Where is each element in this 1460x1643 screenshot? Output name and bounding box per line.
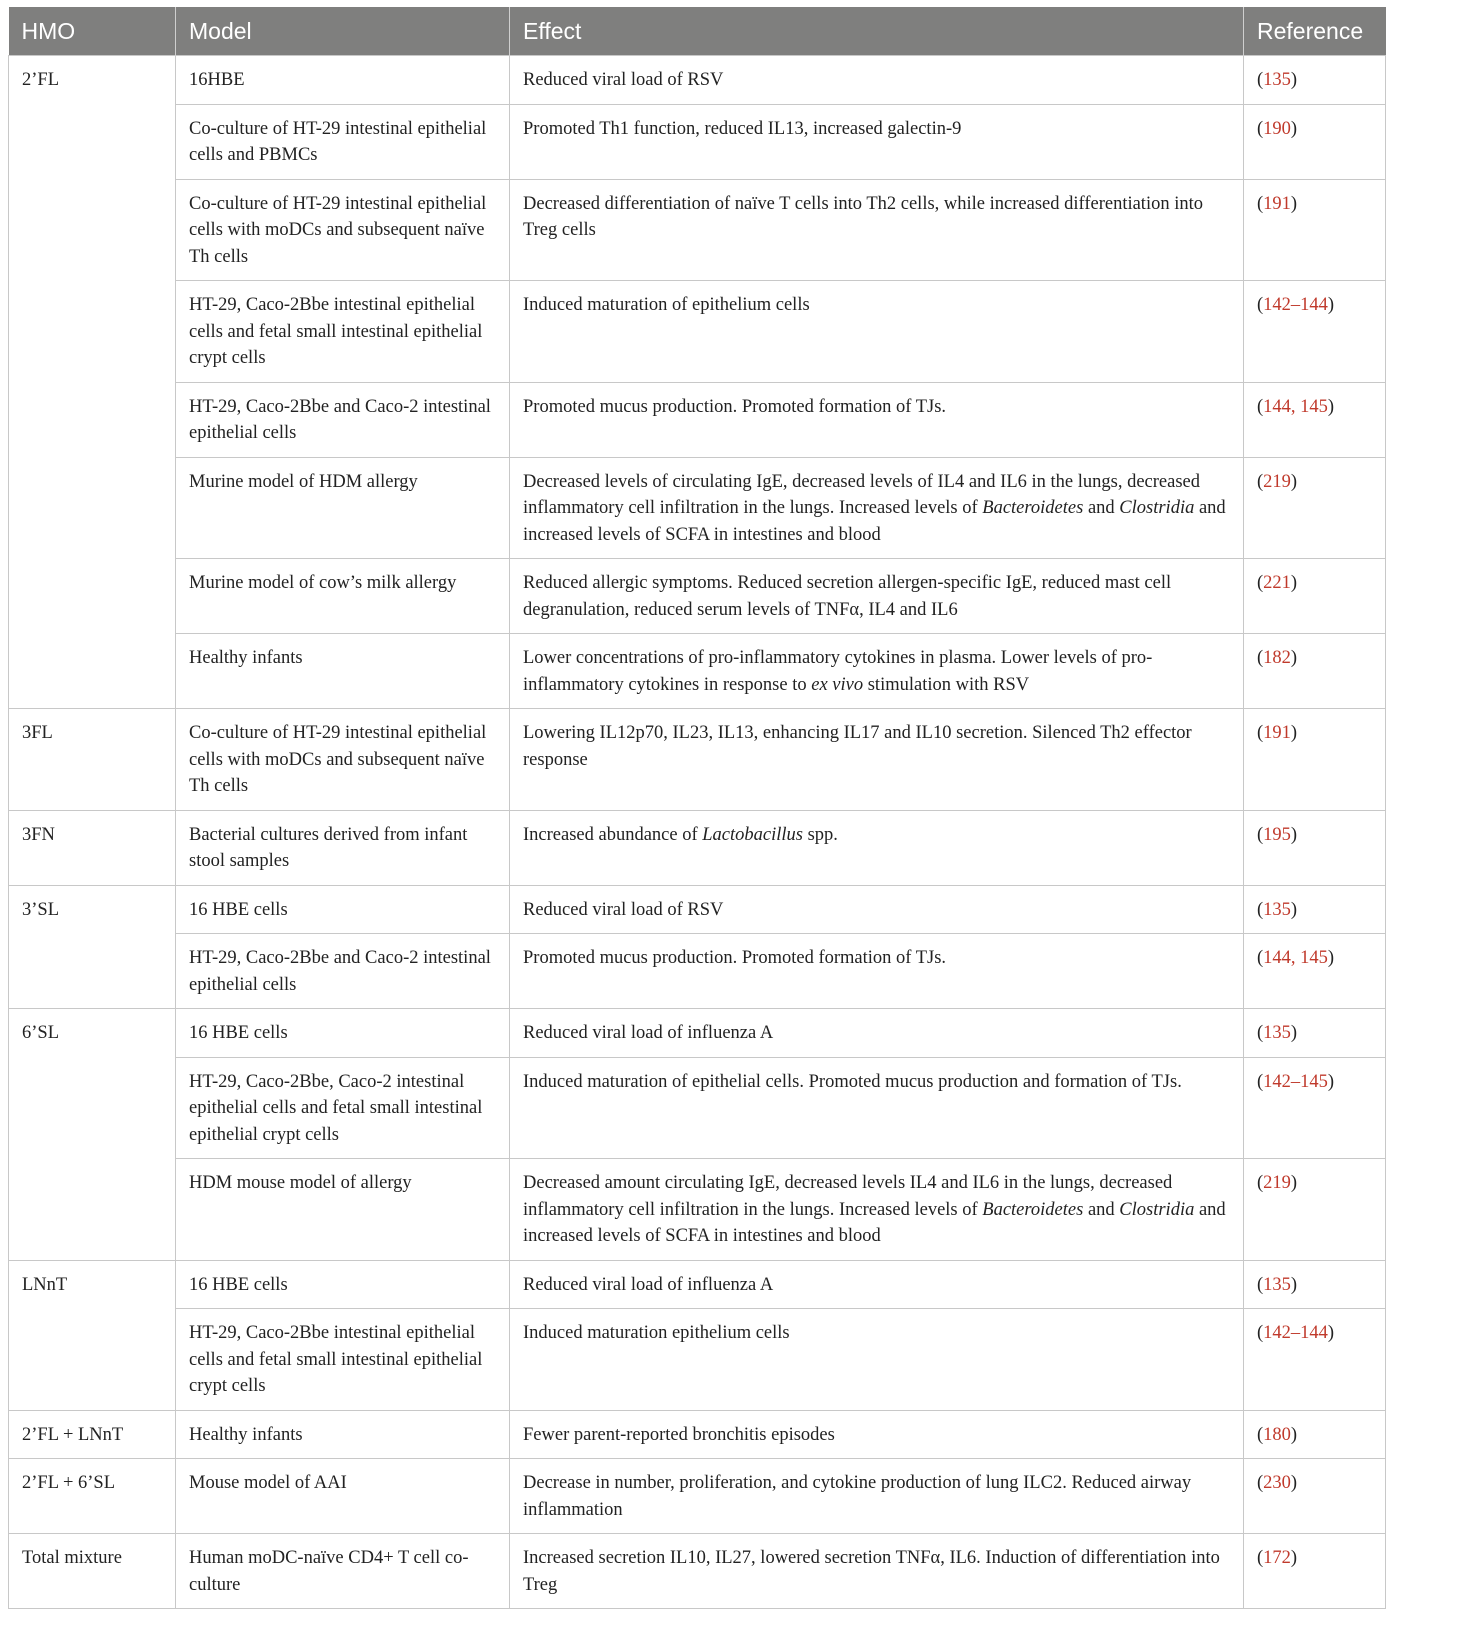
- hmo-cell: 3FN: [9, 810, 176, 885]
- table-row: [9, 56, 1386, 105]
- model-cell: 16 HBE cells: [176, 1009, 510, 1058]
- paren-close: ): [1290, 70, 1298, 90]
- hmo-cell: 2’FL + 6’SL: [9, 1459, 176, 1534]
- paren-open: (: [1257, 1424, 1264, 1445]
- reference-cell: [1244, 1410, 1386, 1459]
- table-row: [9, 281, 1386, 383]
- paren-close: ): [1290, 193, 1298, 214]
- effect-italic-text: Bacteroidetes: [982, 1199, 1084, 1220]
- paren-close: ): [1290, 1274, 1298, 1295]
- reference-cell: [1244, 1159, 1386, 1261]
- reference-cell: [1244, 56, 1386, 105]
- effect-cell: Lowering IL12p70, IL23, IL13, enhancing IL17 and IL10 secretion. Silenced Th2 effector response: [510, 709, 1244, 811]
- header-model: Model: [176, 7, 510, 56]
- effect-cell: [510, 634, 1244, 709]
- reference-link[interactable]: 144, 145: [1263, 396, 1328, 417]
- effect-text: Lower concentrations of pro-inflammatory cytokines in plasma. Lower levels of pro-inflammatory cytokines in response to: [523, 648, 1153, 695]
- paren-open: (: [1257, 193, 1264, 214]
- effect-text: Increased abundance of: [523, 824, 703, 845]
- hmo-cell: 6’SL: [9, 1009, 176, 1261]
- reference-link[interactable]: 191: [1263, 193, 1291, 214]
- paren-open: (: [1257, 573, 1264, 593]
- table-row: [9, 1057, 1386, 1159]
- effect-cell: Induced maturation of epithelium cells: [510, 281, 1244, 383]
- effect-cell: Increased secretion IL10, IL27, lowered secretion TNFα, IL6. Induction of differentiation into Treg: [510, 1534, 1244, 1609]
- table-row: [9, 934, 1386, 1009]
- table-row: [9, 457, 1386, 559]
- paren-open: (: [1257, 70, 1264, 90]
- hmo-cell: LNnT: [9, 1260, 176, 1410]
- reference-cell: [1244, 885, 1386, 934]
- reference-link[interactable]: 144, 145: [1263, 948, 1328, 968]
- effect-italic-text: Bacteroidetes: [982, 498, 1084, 518]
- paren-close: ): [1327, 396, 1335, 417]
- table-row: [9, 1260, 1386, 1309]
- paren-open: (: [1257, 471, 1264, 492]
- reference-cell: [1244, 281, 1386, 383]
- reference-link[interactable]: 219: [1263, 1173, 1291, 1193]
- effect-text: Decreased amount circulating IgE, decreased levels IL4 and IL6 in the lungs, decreased inflammatory cell infiltration in the lungs. Increased levels of: [523, 1173, 1173, 1220]
- reference-link[interactable]: 219: [1263, 471, 1291, 492]
- effect-cell: Promoted mucus production. Promoted formation of TJs.: [510, 934, 1244, 1009]
- paren-open: (: [1257, 1323, 1264, 1343]
- reference-cell: [1244, 634, 1386, 709]
- table-row: [9, 1159, 1386, 1261]
- paren-open: (: [1257, 396, 1264, 417]
- effect-italic-text: Clostridia: [1119, 498, 1195, 518]
- reference-cell: [1244, 709, 1386, 811]
- model-cell: Mouse model of AAI: [176, 1459, 510, 1534]
- paren-close: ): [1290, 1173, 1298, 1193]
- paren-open: (: [1257, 1071, 1264, 1092]
- model-cell: Healthy infants: [176, 1410, 510, 1459]
- table-row: [9, 104, 1386, 179]
- paren-open: (: [1257, 899, 1264, 920]
- model-cell: Co-culture of HT-29 intestinal epithelial cells with moDCs and subsequent naïve Th cells: [176, 709, 510, 811]
- model-cell: HT-29, Caco-2Bbe intestinal epithelial cells and fetal small intestinal epithelial crypt cells: [176, 1309, 510, 1411]
- effect-cell: Reduced allergic symptoms. Reduced secretion allergen-specific IgE, reduced mast cell degranulation, reduced serum levels of TNFα, IL4 and IL6: [510, 559, 1244, 634]
- model-cell: Bacterial cultures derived from infant stool samples: [176, 810, 510, 885]
- effect-cell: [510, 1159, 1244, 1261]
- reference-cell: [1244, 1459, 1386, 1534]
- reference-link[interactable]: 172: [1263, 1548, 1291, 1568]
- paren-open: (: [1257, 1548, 1264, 1568]
- table-row: [9, 810, 1386, 885]
- reference-link[interactable]: 135: [1263, 70, 1291, 90]
- reference-cell: [1244, 559, 1386, 634]
- paren-close: ): [1327, 948, 1335, 968]
- effect-italic-text: ex vivo: [811, 674, 864, 695]
- table-row: [9, 709, 1386, 811]
- effect-text: spp.: [802, 824, 838, 845]
- effect-text: and: [1083, 1199, 1120, 1220]
- paren-close: ): [1290, 1023, 1298, 1043]
- effect-cell: Reduced viral load of influenza A: [510, 1009, 1244, 1058]
- effect-cell: Fewer parent-reported bronchitis episodes: [510, 1410, 1244, 1459]
- reference-link[interactable]: 142–144: [1263, 1323, 1328, 1343]
- model-cell: HT-29, Caco-2Bbe intestinal epithelial cells and fetal small intestinal epithelial crypt cells: [176, 281, 510, 383]
- model-cell: HDM mouse model of allergy: [176, 1159, 510, 1261]
- paren-close: ): [1290, 899, 1298, 920]
- reference-cell: [1244, 1309, 1386, 1411]
- table-row: [9, 1309, 1386, 1411]
- table-row: [9, 382, 1386, 457]
- reference-link[interactable]: 191: [1263, 723, 1291, 743]
- paren-open: (: [1257, 948, 1264, 968]
- effect-text: and: [1083, 498, 1120, 518]
- model-cell: HT-29, Caco-2Bbe and Caco-2 intestinal epithelial cells: [176, 934, 510, 1009]
- effect-text: and increased levels of SCFA in intestines and blood: [523, 498, 1226, 545]
- paren-close: ): [1290, 1548, 1298, 1568]
- model-cell: Co-culture of HT-29 intestinal epithelial cells with moDCs and subsequent naïve Th cells: [176, 179, 510, 281]
- paren-close: ): [1290, 648, 1298, 668]
- paren-open: (: [1257, 1173, 1264, 1193]
- model-cell: Human moDC-naïve CD4+ T cell co-culture: [176, 1534, 510, 1609]
- effect-text: and increased levels of SCFA in intestines and blood: [523, 1199, 1226, 1246]
- reference-cell: [1244, 810, 1386, 885]
- reference-cell: [1244, 1260, 1386, 1309]
- reference-link[interactable]: 195: [1263, 824, 1291, 845]
- hmo-cell: 3FL: [9, 709, 176, 811]
- paren-open: (: [1257, 1473, 1264, 1493]
- model-cell: 16 HBE cells: [176, 1260, 510, 1309]
- model-cell: Murine model of HDM allergy: [176, 457, 510, 559]
- paren-close: ): [1290, 723, 1298, 743]
- header-hmo: HMO: [9, 7, 176, 56]
- hmo-effects-table: [8, 7, 1386, 1609]
- paren-close: ): [1290, 573, 1298, 593]
- hmo-cell: 2’FL + LNnT: [9, 1410, 176, 1459]
- reference-link[interactable]: 135: [1263, 1023, 1291, 1043]
- paren-open: (: [1257, 648, 1264, 668]
- paren-close: ): [1290, 471, 1298, 492]
- paren-open: (: [1257, 723, 1264, 743]
- reference-link[interactable]: 190: [1263, 118, 1291, 139]
- table-row: [9, 885, 1386, 934]
- paren-close: ): [1327, 295, 1335, 315]
- paren-close: ): [1327, 1071, 1335, 1092]
- paren-open: (: [1257, 295, 1264, 315]
- effect-italic-text: Lactobacillus: [702, 824, 803, 845]
- reference-cell: [1244, 934, 1386, 1009]
- paren-close: ): [1290, 1473, 1298, 1493]
- effect-italic-text: Clostridia: [1119, 1199, 1195, 1220]
- reference-cell: [1244, 179, 1386, 281]
- hmo-cell: Total mixture: [9, 1534, 176, 1609]
- reference-link[interactable]: 230: [1263, 1473, 1291, 1493]
- model-cell: Co-culture of HT-29 intestinal epithelial cells and PBMCs: [176, 104, 510, 179]
- reference-cell: [1244, 382, 1386, 457]
- effect-cell: [510, 810, 1244, 885]
- header-effect: Effect: [510, 7, 1244, 56]
- table-row: [9, 179, 1386, 281]
- paren-open: (: [1257, 118, 1264, 139]
- reference-link[interactable]: 180: [1263, 1424, 1291, 1445]
- model-cell: Healthy infants: [176, 634, 510, 709]
- model-cell: HT-29, Caco-2Bbe, Caco-2 intestinal epithelial cells and fetal small intestinal epithelial crypt cells: [176, 1057, 510, 1159]
- effect-cell: [510, 457, 1244, 559]
- effect-cell: Reduced viral load of RSV: [510, 885, 1244, 934]
- effect-cell: Decrease in number, proliferation, and cytokine production of lung ILC2. Reduced airway inflammation: [510, 1459, 1244, 1534]
- header-row: [9, 7, 1386, 56]
- model-cell: HT-29, Caco-2Bbe and Caco-2 intestinal epithelial cells: [176, 382, 510, 457]
- paren-open: (: [1257, 1274, 1264, 1295]
- reference-cell: [1244, 104, 1386, 179]
- effect-cell: Decreased differentiation of naïve T cells into Th2 cells, while increased differentiation into Treg cells: [510, 179, 1244, 281]
- effect-cell: Reduced viral load of RSV: [510, 56, 1244, 105]
- effect-text: stimulation with RSV: [863, 674, 1030, 695]
- reference-cell: [1244, 1009, 1386, 1058]
- reference-cell: [1244, 1534, 1386, 1609]
- model-cell: 16 HBE cells: [176, 885, 510, 934]
- paren-open: (: [1257, 824, 1264, 845]
- reference-cell: [1244, 457, 1386, 559]
- reference-link[interactable]: 221: [1263, 573, 1291, 593]
- effect-cell: Reduced viral load of influenza A: [510, 1260, 1244, 1309]
- hmo-cell: 2’FL: [9, 56, 176, 709]
- reference-link[interactable]: 142–144: [1263, 295, 1328, 315]
- effect-cell: Induced maturation epithelium cells: [510, 1309, 1244, 1411]
- reference-link[interactable]: 182: [1263, 648, 1291, 668]
- table-header: [9, 7, 1386, 56]
- paren-close: ): [1290, 118, 1298, 139]
- paren-close: ): [1290, 824, 1298, 845]
- effect-text: Decreased levels of circulating IgE, decreased levels of IL4 and IL6 in the lungs, decreased inflammatory cell infiltration in the lungs. Increased levels of: [523, 471, 1201, 518]
- model-cell: Murine model of cow’s milk allergy: [176, 559, 510, 634]
- table-row: [9, 1459, 1386, 1534]
- paren-close: ): [1327, 1323, 1335, 1343]
- table-row: [9, 1534, 1386, 1609]
- table-row: [9, 559, 1386, 634]
- table-row: [9, 1410, 1386, 1459]
- reference-cell: [1244, 1057, 1386, 1159]
- table-container: [8, 7, 1385, 1609]
- hmo-cell: 3’SL: [9, 885, 176, 1009]
- effect-cell: Promoted mucus production. Promoted formation of TJs.: [510, 382, 1244, 457]
- table-row: [9, 634, 1386, 709]
- paren-close: ): [1290, 1424, 1298, 1445]
- effect-cell: Induced maturation of epithelial cells. Promoted mucus production and formation of TJs.: [510, 1057, 1244, 1159]
- reference-link[interactable]: 135: [1263, 1274, 1291, 1295]
- paren-open: (: [1257, 1023, 1264, 1043]
- effect-cell: Promoted Th1 function, reduced IL13, increased galectin-9: [510, 104, 1244, 179]
- header-reference: Reference: [1244, 7, 1386, 56]
- table-body: [9, 56, 1386, 1609]
- model-cell: 16HBE: [176, 56, 510, 105]
- reference-link[interactable]: 142–145: [1263, 1071, 1328, 1092]
- table-row: [9, 1009, 1386, 1058]
- reference-link[interactable]: 135: [1263, 899, 1291, 920]
